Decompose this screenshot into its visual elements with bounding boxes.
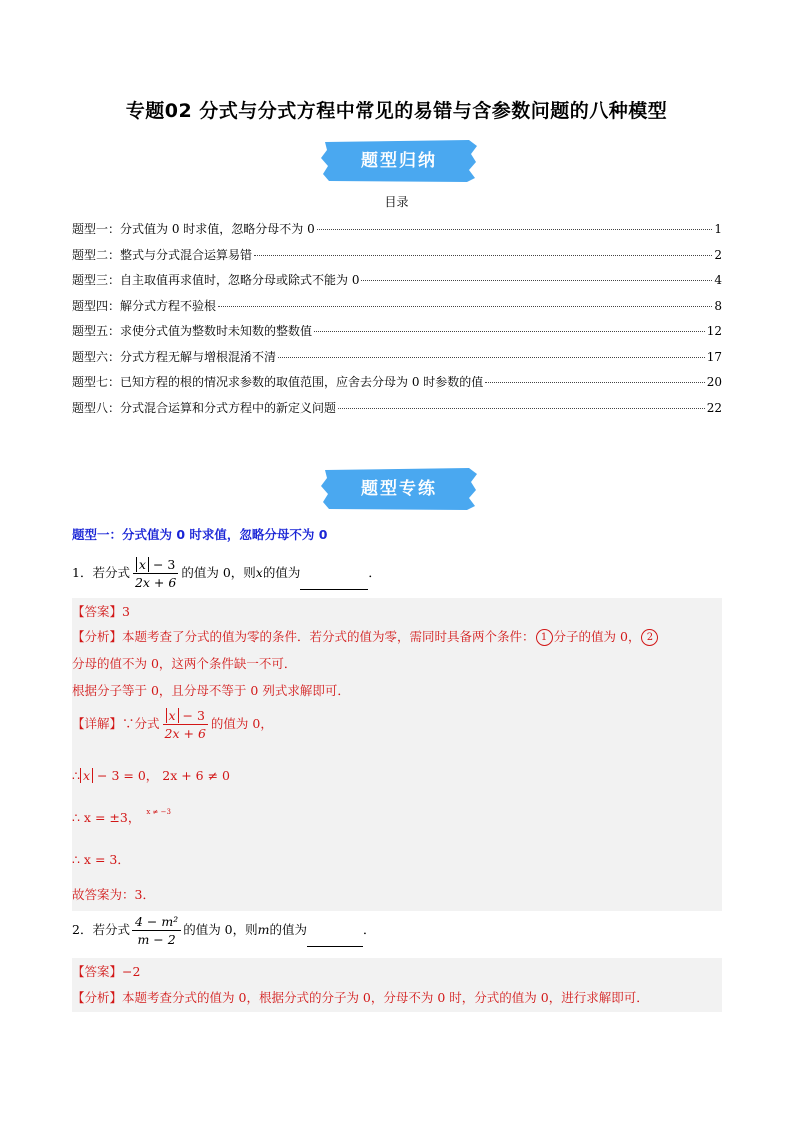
- banner-summary: [319, 140, 479, 182]
- detail-line: 【详解】∵分式 $\frac{x - 3}{2x + 6}$ 的值为 0，: [72, 708, 273, 741]
- answer-line: 【答案】−2: [72, 964, 141, 979]
- toc-item[interactable]: 题型二：整式与分式混合运算易错 2: [72, 247, 722, 262]
- answer-blank[interactable]: [300, 574, 368, 590]
- toc-item[interactable]: 题型五：求使分式值为整数时未知数的整数值 12: [72, 324, 722, 338]
- banner-practice-label: 题型专练: [361, 479, 437, 499]
- toc-item[interactable]: 题型八：分式混合运算和分式方程中的新定义问题 22: [72, 400, 722, 415]
- toc-item[interactable]: 题型七：已知方程的根的情况求参数的取值范围，应舍去分母为 0 时参数的值 20: [72, 375, 722, 389]
- toc-item[interactable]: 题型四：解分式方程不验根 8: [72, 298, 722, 313]
- answer-blank[interactable]: [307, 931, 363, 947]
- section-title: 题型一：分式值为 0 时求值，忽略分母不为 0: [72, 527, 328, 542]
- question-2: 2．若分式 $\frac{\text{4 − m²}}{m - 2}$ 的值为 0，则m的值为 ．: [72, 914, 376, 947]
- toc-heading: 目录: [384, 195, 409, 209]
- toc-item[interactable]: 题型六：分式方程无解与增根混淆不清 17: [72, 349, 722, 364]
- analysis-line: 分母的值不为 0，这两个条件缺一不可．: [72, 656, 297, 671]
- toc-item[interactable]: 题型一：分式值为 0 时求值，忽略分母不为 0 1: [72, 222, 722, 236]
- analysis-line: 【分析】本题考查了分式的值为零的条件．若分式的值为零，需同时具备两个条件： 1 分子的值为 0， 2: [72, 627, 659, 646]
- answer-line: 【答案】3: [72, 604, 130, 619]
- analysis-line: 根据分子等于 0，且分母不等于 0 列式求解即可．: [72, 683, 350, 698]
- banner-summary-label: 题型归纳: [361, 151, 437, 171]
- page-title: 专题02 分式与分式方程中常见的易错与含参数问题的八种模型: [125, 100, 668, 122]
- question-1: 1．若分式 $\frac{x - 3}{2x + 6}$ 的值为 0，则x的值为 ．: [72, 557, 381, 590]
- fraction: $\frac{\text{4 − m²}}{m - 2}$: [132, 914, 181, 947]
- conclusion-line: 故答案为：3．: [72, 887, 155, 902]
- detail-step: ∴ x = ±3， $^{x \ne -3}$: [72, 808, 171, 825]
- analysis-line: 【分析】本题考查分式的值为 0，根据分式的分子为 0，分母不为 0 时，分式的值为 0，进行求解即可．: [72, 990, 649, 1005]
- toc-item[interactable]: 题型三：自主取值再求值时，忽略分母或除式不能为 0 4: [72, 273, 722, 287]
- detail-step: ∴ x − 3 = 0， 2x + 6 ≠ 0: [72, 768, 231, 783]
- banner-practice: [319, 468, 479, 510]
- fraction: $\frac{x - 3}{2x + 6}$: [132, 557, 179, 590]
- answer-box-2: [72, 958, 722, 1012]
- answer-box-1: [72, 598, 722, 911]
- table-of-contents: [72, 220, 722, 424]
- detail-step: ∴ x = 3．: [72, 852, 130, 867]
